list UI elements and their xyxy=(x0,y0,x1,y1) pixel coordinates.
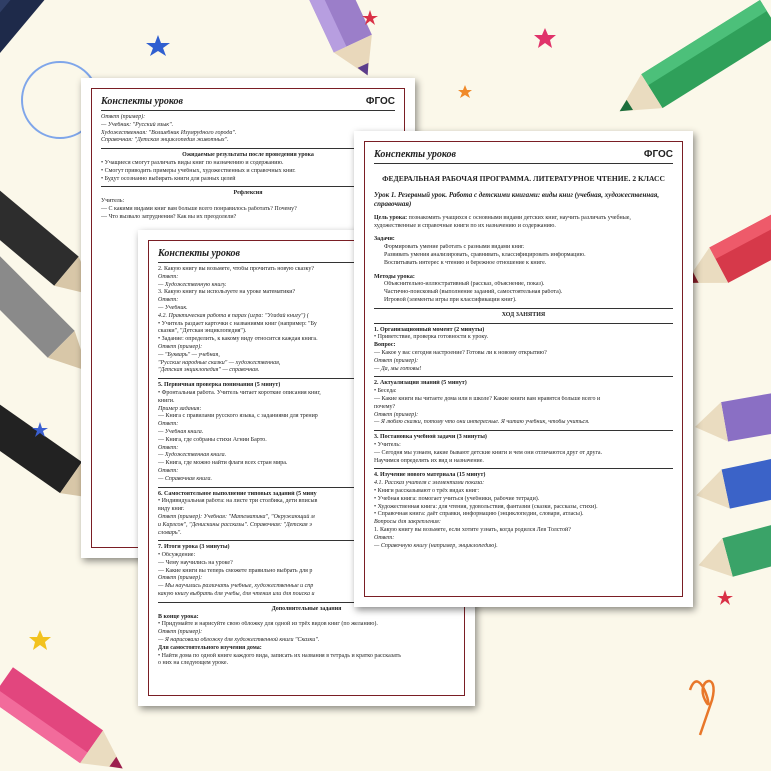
list-item: • Формировать умение работать с разными видами книг. xyxy=(384,244,673,252)
divider xyxy=(101,186,395,187)
text-line xyxy=(101,114,395,122)
line-text: Ответ (пример): xyxy=(101,114,146,120)
methods-list xyxy=(374,281,673,304)
line-text: Справочная книга: даёт справки, информацию (энциклопедии, словари, атласы). xyxy=(377,511,584,518)
line-text: Найти дома по одной книге каждого вида, записать их названия в тетрадь и кратко рассказать xyxy=(161,652,402,659)
page-header-title: Конспекты уроков xyxy=(101,96,184,107)
pencil-green-lowright xyxy=(693,520,771,585)
line-text: Приветствие, проверка готовности к уроку. xyxy=(377,334,489,341)
divider xyxy=(374,308,673,309)
page-content xyxy=(374,308,673,551)
bullet-icon: • xyxy=(158,336,162,343)
text-line xyxy=(101,152,395,160)
line-text: Рефлексия xyxy=(233,190,263,197)
text-line xyxy=(374,327,673,335)
bullet-icon: • xyxy=(101,167,105,174)
text-line xyxy=(374,527,673,535)
line-text: Ответ (пример): xyxy=(374,411,419,418)
line-text: Вопрос: xyxy=(374,342,396,349)
line-text: Пример задания: xyxy=(158,405,202,412)
line-text: 6. Самостоятельное выполнение типовых заданий (5 мину xyxy=(158,490,317,497)
line-text: В конце урока: xyxy=(158,613,199,620)
list-item xyxy=(374,442,673,450)
line-text: — Справочная книга. xyxy=(158,475,212,482)
pencil-blue-right xyxy=(692,455,771,515)
text-line xyxy=(101,137,395,145)
divider xyxy=(374,430,673,431)
line-text: 5. Первичная проверка понимания (5 минут) xyxy=(158,382,281,389)
text-line xyxy=(374,350,673,358)
text-line xyxy=(101,198,395,206)
list-item: • Частично-поисковый (выполнение заданий, самостоятельная работа). xyxy=(384,289,673,297)
line-text: 1. Какую книгу вы возьмете, если хотите узнать, когда родился Лев Толстой? xyxy=(374,526,571,533)
list-item xyxy=(101,160,395,168)
text-line xyxy=(374,535,673,543)
text-line xyxy=(158,645,455,653)
line-text: — Сегодня мы узнаем, какие бывают детские книги и чем они отличаются друг от друга. xyxy=(374,449,603,456)
line-text: Вопросы для закрепления: xyxy=(374,519,441,526)
line-text: почему? xyxy=(374,403,396,410)
star-yellow-icon xyxy=(29,630,51,650)
goal-label: Цель урока: xyxy=(374,214,408,221)
text-line xyxy=(158,637,455,645)
list-item xyxy=(158,621,455,629)
text-line xyxy=(374,543,673,551)
bullet-icon: • xyxy=(374,511,378,518)
page-header xyxy=(374,148,673,164)
bullet-icon: • xyxy=(101,159,105,166)
line-text: — Учебная книга. xyxy=(158,428,204,435)
line-text: Ответ (пример): xyxy=(158,629,203,636)
text-line xyxy=(374,519,673,527)
bullet-icon: • xyxy=(374,495,378,502)
star-pink-icon xyxy=(534,28,556,48)
line-text: сказки", "Детская энциклопедия"). xyxy=(158,328,247,335)
page-header-title: Конспекты уроков xyxy=(374,149,457,160)
text-line xyxy=(374,458,673,466)
text-line xyxy=(101,130,395,138)
line-text: Задание: определить, к какому виду относится каждая книга. xyxy=(161,336,318,343)
program-title: ФЕДЕРАЛЬНАЯ РАБОЧАЯ ПРОГРАММА. ЛИТЕРАТУРНОЕ ЧТЕНИЕ. 2 КЛАСС xyxy=(382,174,665,183)
line-text: — Да, мы готовы! xyxy=(374,365,422,372)
text-line xyxy=(158,660,455,668)
line-text: — Чему научились на уроке? xyxy=(158,559,233,566)
bullet-icon: • xyxy=(158,652,162,659)
document-page-front xyxy=(354,131,693,607)
text-line xyxy=(374,434,673,442)
line-text: Для самостоятельного изучения дома: xyxy=(158,644,262,651)
line-text: — Книга с правилами русского языка, с заданиями для тренир xyxy=(158,413,318,420)
line-text: Ответ (пример): Учебная: "Математика", "Окружающий м xyxy=(158,513,315,520)
text-line xyxy=(374,396,673,404)
text-line xyxy=(101,214,395,222)
text-line xyxy=(101,206,395,214)
line-text: 3. Какую книгу вы используете на уроке математики? xyxy=(158,289,296,296)
line-text: 4. Изучение нового материала (15 минут) xyxy=(374,472,486,479)
bullet-icon: • xyxy=(158,320,162,327)
line-text: Учитель раздает карточки с названиями книг (например: "Бу xyxy=(161,320,317,327)
goal-text: познакомить учащихся с основными видами детских книг, научить различать учебные, художественные и справочные книги по их назначению и содержанию. xyxy=(374,214,631,229)
line-text: — Какие книги вы читаете дома или в школе? Какие книги вам нравятся больше всего и xyxy=(374,396,601,403)
line-text: Ожидаемые результаты после проведения урока xyxy=(182,152,314,159)
line-text: 4.1. Рассказ учителя с элементами показа: xyxy=(374,480,485,487)
line-text: — Художественная книга. xyxy=(158,452,227,459)
text-line xyxy=(374,342,673,350)
line-text: Дополнительные задания xyxy=(271,605,342,612)
bullet-icon: • xyxy=(158,621,162,628)
line-text: словарь". xyxy=(158,529,182,536)
list-item xyxy=(374,496,673,504)
page-header xyxy=(101,95,395,111)
line-text: — Учебник. xyxy=(158,304,188,311)
list-item xyxy=(374,504,673,512)
line-text: Учитель: xyxy=(377,442,401,448)
line-text: книги. xyxy=(158,397,175,404)
list-item xyxy=(374,334,673,342)
line-text: Учитель: xyxy=(101,198,125,205)
line-text: "Русские народные сказки" — художественная, xyxy=(158,359,281,366)
bullet-icon: • xyxy=(374,334,378,341)
line-text: и Карлсон", "Денискины рассказы". Справочная: "Детская э xyxy=(158,521,312,528)
line-text: Будут осознанно выбирать книги для разных целей xyxy=(104,175,236,182)
list-item xyxy=(101,168,395,176)
text-line xyxy=(374,419,673,427)
line-text: — Я люблю сказки, потому что они интересные. Я читаю учебник, чтобы учиться. xyxy=(374,419,590,426)
text-line xyxy=(374,358,673,366)
list-item: • Объяснительно-иллюстративный (рассказ, объяснение, показ). xyxy=(384,281,673,289)
bullet-icon: • xyxy=(158,552,162,559)
line-text: Книги рассказывают о трёх видах книг: xyxy=(377,487,480,494)
line-text: — Художественную книгу. xyxy=(158,281,227,288)
line-text: 3. Постановка учебной задачи (3 минуты) xyxy=(374,434,487,441)
text-line xyxy=(101,122,395,130)
divider xyxy=(374,376,673,377)
methods-heading: Методы урока: xyxy=(374,273,415,280)
bullet-icon: • xyxy=(158,389,162,396)
text-line xyxy=(101,190,395,198)
list-item xyxy=(374,388,673,396)
line-text: Ответ: xyxy=(158,421,179,428)
line-text: — Я нарисовала обложку для художественной книги "Сказки". xyxy=(158,637,320,644)
line-text: Ответ: xyxy=(158,273,179,280)
star-blue-icon xyxy=(146,35,170,56)
line-text: — Учебник: "Русский язык". xyxy=(101,121,174,128)
line-text: — Книга, где собраны стихи Агнии Барто. xyxy=(158,436,267,443)
list-item: • Развивать умения анализировать, сравнивать, классифицировать информацию. xyxy=(384,252,673,260)
text-line xyxy=(374,366,673,374)
pencil-blue-topleft xyxy=(0,0,49,117)
pencil-pink-bottomleft xyxy=(0,667,134,771)
line-text: Придумайте и нарисуйте свою обложку для одной из трёх видов книг (по желанию). xyxy=(161,621,378,628)
line-text: Ответ (пример): xyxy=(374,357,419,364)
line-text: Фронтальная работа. Учитель читает короткие описания книг, xyxy=(161,389,321,396)
line-text: — Какое у вас сегодня настроение? Готовы ли к новому открытию? xyxy=(374,350,547,357)
lesson-goal xyxy=(374,215,673,231)
bullet-icon: • xyxy=(374,442,378,448)
text-line xyxy=(158,606,455,614)
tasks-heading: Задачи: xyxy=(374,236,395,243)
line-text: — "Букварь" — учебная, xyxy=(158,351,220,358)
text-line xyxy=(374,380,673,388)
line-text: Учебная книга: помогает учиться (учебники, рабочие тетради). xyxy=(377,495,540,502)
line-text: 1. Организационный момент (2 минуты) xyxy=(374,326,485,333)
list-item xyxy=(374,488,673,496)
bullet-icon: • xyxy=(374,503,378,510)
star-orange-icon xyxy=(458,85,472,98)
divider xyxy=(374,468,673,469)
bullet-icon: • xyxy=(158,498,162,505)
list-item xyxy=(101,176,395,184)
line-text: о них на следующем уроке. xyxy=(158,660,229,667)
line-text: 7. Итоги урока (3 минуты) xyxy=(158,544,230,551)
text-line xyxy=(374,412,673,420)
line-text: Художественная книга: для чтения, удовольствия, фантазии (сказки, рассказы, стихи). xyxy=(377,503,598,510)
line-text: Научимся определять их вид и назначение. xyxy=(374,457,484,464)
line-text: виду книг. xyxy=(158,506,185,513)
star-red-right-icon xyxy=(717,590,733,605)
lesson-title: Урок 1. Резервный урок. Работа с детскими книгами: виды книг (учебная, художественная, справочная) xyxy=(374,191,660,209)
line-text: Ответ: xyxy=(158,467,179,474)
text-line xyxy=(158,614,455,622)
line-text: Ответ (пример): xyxy=(158,575,203,582)
line-text: Ответ: xyxy=(158,444,179,451)
line-text: — Какие книги вы теперь сможете правильно выбрать для р xyxy=(158,567,313,574)
page-frame xyxy=(364,141,683,597)
divider xyxy=(101,148,395,149)
list-item xyxy=(374,511,673,519)
line-text: 4.2. Практическая работа в парах (игра: "Угадай книгу") ( xyxy=(158,312,309,319)
divider xyxy=(374,323,673,324)
list-item xyxy=(158,653,455,661)
bullet-icon: • xyxy=(101,175,105,182)
list-item: • Игровой (элементы игры при классификации книг). xyxy=(384,297,673,305)
bullet-icon: • xyxy=(374,388,378,395)
line-text: — Книга, где можно найти флаги всех стран мира. xyxy=(158,460,288,467)
line-text: — Мы научились различать учебные, художественные и спр xyxy=(158,583,314,590)
pencil-purple-top xyxy=(300,0,387,84)
orange-scribble xyxy=(690,681,714,735)
text-line xyxy=(374,480,673,488)
text-line xyxy=(158,629,455,637)
pencil-green-topright xyxy=(609,0,771,128)
line-text: — С какими видами книг вам больше всего понравилось работать? Почему? xyxy=(101,205,297,212)
line-text: — Что вызвало затруднения? Как вы их преодолели? xyxy=(101,213,237,220)
line-text: Беседа: xyxy=(377,388,397,395)
bullet-icon: • xyxy=(374,487,378,494)
line-text: какую книгу выбрать для учебы, для чтения или для поиска и xyxy=(158,591,315,598)
fgos-label: ФГОС xyxy=(643,149,673,160)
text-line xyxy=(374,450,673,458)
line-text: Индивидуальная работа: на листе три столбика, дети вписыв xyxy=(161,498,318,505)
text-line xyxy=(374,404,673,412)
line-text: "Детская энциклопедия" — справочная. xyxy=(158,367,260,374)
text-line xyxy=(374,472,673,480)
tasks-list xyxy=(374,244,673,267)
pencil-purple-right xyxy=(692,390,771,447)
list-item: • Воспитывать интерес к чтению и бережное отношение к книге. xyxy=(384,260,673,268)
line-text: Художественная: "Волшебник Изумрудного города". xyxy=(101,129,237,136)
fgos-label: ФГОС xyxy=(365,96,395,107)
line-text: Ответ (пример): xyxy=(158,343,203,350)
line-text: Учащиеся смогут различать виды книг по назначению и содержанию. xyxy=(104,159,284,166)
line-text: ХОД ЗАНЯТИЯ xyxy=(501,311,546,318)
line-text: — Справочную книгу (например, энциклопедию). xyxy=(374,542,498,549)
line-text: Обсуждение: xyxy=(161,552,196,559)
text-line xyxy=(374,312,673,320)
line-text: Ответ: xyxy=(158,297,179,304)
page-content xyxy=(101,114,395,222)
line-text: 2. Актуализация знаний (5 минут) xyxy=(374,380,467,387)
line-text: Смогут приводить примеры учебных, художественных и справочных книг. xyxy=(104,167,296,174)
line-text: Ответ: xyxy=(374,534,395,541)
line-text: Справочная: "Детская энциклопедия животных". xyxy=(101,137,229,144)
line-text: 2. Какую книгу вы возьмете, чтобы прочитать новую сказку? xyxy=(158,266,315,272)
page-header-title: Конспекты уроков xyxy=(158,248,241,259)
